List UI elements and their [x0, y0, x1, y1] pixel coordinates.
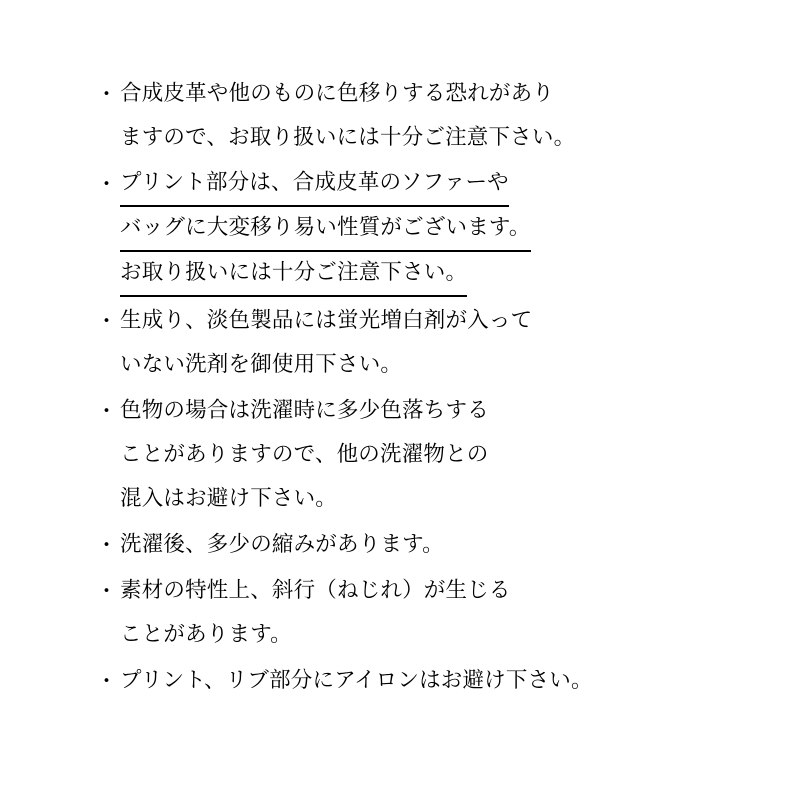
list-item-text — [120, 299, 740, 387]
text-line: いない洗剤を御使用下さい。 — [120, 352, 403, 377]
text-line: プリント部分は、合成皮革のソファーや — [120, 162, 509, 207]
bullet-icon: ・ — [96, 399, 117, 423]
text-line: ますので、お取り扱いには十分ご注意下さい。 — [120, 125, 576, 150]
text-line: 色物の場合は洗濯時に多少色落ちする — [120, 398, 489, 423]
text-line: 合成皮革や他のものに色移りする恐れがあり — [120, 81, 555, 106]
bullet-icon: ・ — [96, 172, 117, 196]
text-line: ことがあります。 — [120, 622, 292, 647]
text-line: ことがありますので、他の洗濯物との — [120, 442, 489, 467]
list-item — [96, 389, 740, 521]
text-line: 生成り、淡色製品には蛍光増白剤が入って — [120, 308, 533, 333]
list-item-text — [120, 389, 740, 521]
text-line: お取り扱いには十分ご注意下さい。 — [120, 252, 467, 297]
list-item — [96, 72, 740, 160]
bullet-icon: ・ — [96, 579, 117, 603]
list-item — [96, 569, 740, 657]
text-line: プリント、リブ部分にアイロンはお避け下さい。 — [120, 668, 593, 693]
list-item — [96, 523, 740, 567]
text-line: 混入はお避け下さい。 — [120, 486, 338, 511]
list-item — [96, 299, 740, 387]
list-item-text — [120, 162, 740, 297]
bullet-icon: ・ — [96, 82, 117, 106]
list-item-text — [120, 523, 740, 567]
list-item-text — [120, 659, 740, 703]
list-item — [96, 659, 740, 703]
bullet-icon: ・ — [96, 309, 117, 333]
list-item — [96, 162, 740, 297]
text-line: バッグに大変移り易い性質がございます。 — [120, 207, 531, 252]
notice-list — [96, 72, 740, 703]
text-line: 洗濯後、多少の縮みがあります。 — [120, 532, 444, 557]
bullet-icon: ・ — [96, 533, 117, 557]
bullet-icon: ・ — [96, 669, 117, 693]
text-line: 素材の特性上、斜行（ねじれ）が生じる — [120, 578, 511, 603]
list-item-text — [120, 569, 740, 657]
list-item-text — [120, 72, 740, 160]
